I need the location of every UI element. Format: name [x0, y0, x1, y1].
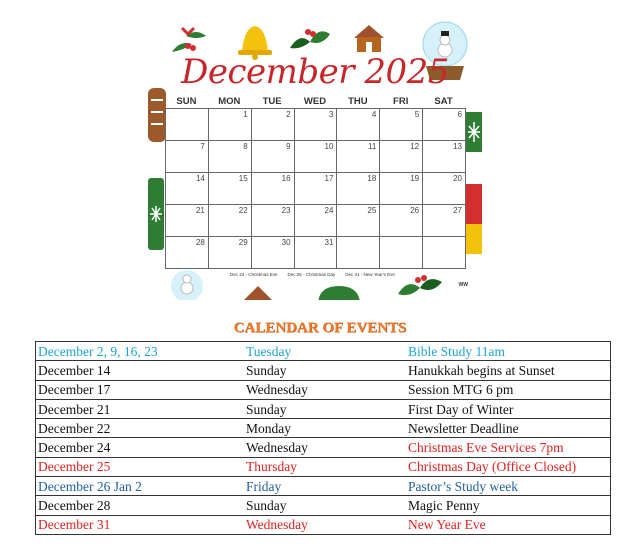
event-date: December 24	[36, 438, 247, 457]
calendar-day-number: 1	[243, 110, 248, 119]
event-day: Sunday	[246, 361, 406, 380]
weekday-label: MON	[218, 96, 241, 107]
calendar-day-cell	[423, 141, 466, 173]
event-date: December 28	[36, 496, 247, 515]
calendar-day-cell	[209, 237, 252, 269]
calendar-day-cell	[423, 109, 466, 141]
event-day: Friday	[246, 477, 406, 496]
calendar-day-number: 27	[453, 206, 462, 215]
event-date: December 21	[36, 399, 247, 418]
calendar-day-number: 23	[281, 206, 291, 215]
calendar-day-cell	[337, 205, 380, 237]
calendar-day-cell	[423, 173, 466, 205]
calendar-day-cell	[295, 141, 338, 173]
calendar-day-number: 29	[238, 238, 248, 247]
calendar-day-cell	[337, 237, 380, 269]
calendar-day-cell	[295, 237, 338, 269]
holiday-note: Dec 31 - New Year's Eve	[345, 272, 395, 277]
event-row	[36, 399, 611, 418]
event-date: December 22	[36, 419, 247, 438]
event-row	[36, 515, 611, 534]
event-event: First Day of Winter	[406, 399, 611, 418]
calendar-day-number: 9	[286, 142, 291, 151]
calendar-day-cell	[337, 109, 380, 141]
event-row	[36, 361, 611, 380]
event-event: Christmas Day (Office Closed)	[406, 457, 611, 476]
calendar-day-number: 4	[371, 110, 377, 119]
calendar-image	[148, 18, 482, 300]
event-date: December 26 Jan 2	[36, 477, 247, 496]
event-event: Magic Penny	[406, 496, 611, 515]
calendar-day-cell	[166, 173, 209, 205]
event-day: Thursday	[246, 457, 406, 476]
calendar-day-cell	[166, 237, 209, 269]
house-icon	[238, 282, 278, 300]
calendar-day-cell	[380, 237, 423, 269]
calendar-day-number: 12	[410, 142, 420, 151]
calendar-day-cell	[209, 141, 252, 173]
mistletoe-icon	[284, 22, 334, 56]
calendar-day-cell	[252, 237, 295, 269]
event-event: Hanukkah begins at Sunset	[406, 361, 611, 380]
calendar-title: December 2025	[181, 52, 449, 92]
calendar-day-cell	[380, 205, 423, 237]
calendar-day-cell	[380, 141, 423, 173]
event-day: Sunday	[246, 496, 406, 515]
calendar-day-number: 11	[367, 142, 377, 151]
weekday-label: FRI	[393, 96, 409, 107]
gingerbread-house-icon	[350, 22, 388, 54]
calendar-day-number: 18	[367, 174, 377, 183]
event-event: Bible Study 11am	[406, 342, 611, 361]
event-row	[36, 457, 611, 476]
calendar-day-cell	[295, 205, 338, 237]
calendar-day-number: 25	[367, 206, 377, 215]
calendar-day-cell	[252, 141, 295, 173]
event-row	[36, 496, 611, 515]
calendar-day-number: 13	[453, 142, 462, 151]
calendar-day-number: 5	[414, 110, 420, 119]
calendar-day-number: 22	[238, 206, 248, 215]
weekday-header	[165, 96, 465, 107]
green-sweater-icon	[316, 282, 362, 300]
brand-logo: WW	[458, 282, 468, 288]
sweater-icon	[148, 178, 166, 250]
calendar-day-cell	[166, 141, 209, 173]
calendar-day-cell	[423, 237, 466, 269]
holiday-note: Dec 25 - Christmas Day	[287, 272, 336, 277]
holiday-notes	[230, 272, 395, 277]
events-table	[35, 341, 611, 535]
event-day: Wednesday	[246, 380, 406, 399]
event-day: Wednesday	[246, 438, 406, 457]
event-date: December 31	[36, 515, 247, 534]
calendar-grid	[165, 108, 466, 269]
event-row	[36, 419, 611, 438]
weekday-label: WED	[303, 96, 327, 107]
calendar-day-number: 3	[328, 110, 334, 119]
calendar-day-number: 8	[243, 142, 248, 151]
event-day: Tuesday	[246, 342, 406, 361]
calendar-day-cell	[252, 173, 295, 205]
calendar-day-number: 28	[195, 238, 205, 247]
calendar-day-number: 7	[200, 142, 205, 151]
event-date: December 2, 9, 16, 23	[36, 342, 247, 361]
calendar-day-cell	[252, 109, 295, 141]
weekday-label: SUN	[176, 96, 197, 107]
calendar-day-number: 2	[286, 110, 291, 119]
weekday-label: TUE	[262, 96, 282, 107]
event-day: Wednesday	[246, 515, 406, 534]
calendar-day-number: 6	[457, 110, 462, 119]
event-row	[36, 438, 611, 457]
calendar-day-cell	[380, 109, 423, 141]
sweater-right-icon	[464, 184, 482, 254]
calendar-day-number: 26	[410, 206, 420, 215]
calendar-day-cell	[295, 173, 338, 205]
calendar-day-cell	[252, 205, 295, 237]
calendar-day-cell	[209, 109, 252, 141]
calendar-day-number: 10	[324, 142, 334, 151]
event-row	[36, 477, 611, 496]
calendar-day-cell	[209, 205, 252, 237]
snowman-globe-icon	[164, 266, 210, 300]
event-date: December 14	[36, 361, 247, 380]
event-row	[36, 380, 611, 399]
calendar-day-cell	[166, 205, 209, 237]
event-event: Session MTG 6 pm	[406, 380, 611, 399]
event-row	[36, 342, 611, 361]
calendar-day-number: 14	[195, 174, 205, 183]
calendar-day-cell	[166, 109, 209, 141]
event-date: December 17	[36, 380, 247, 399]
calendar-day-number: 19	[410, 174, 420, 183]
calendar-day-cell	[209, 173, 252, 205]
calendar-day-number: 15	[238, 174, 248, 183]
calendar-day-cell	[295, 109, 338, 141]
calendar-day-number: 21	[195, 206, 205, 215]
calendar-day-cell	[423, 205, 466, 237]
calendar-day-cell	[337, 173, 380, 205]
event-event: Newsletter Deadline	[406, 419, 611, 438]
calendar-day-number: 30	[281, 238, 291, 247]
holly-bottom-icon	[394, 268, 446, 300]
calendar-day-number: 31	[324, 238, 334, 247]
calendar-day-cell	[380, 173, 423, 205]
event-day: Sunday	[246, 399, 406, 418]
holiday-note: Dec 24 - Christmas Eve	[230, 272, 278, 277]
event-day: Monday	[246, 419, 406, 438]
event-event: New Year Eve	[406, 515, 611, 534]
events-title: CALENDAR OF EVENTS	[233, 320, 407, 336]
calendar-day-number: 20	[453, 174, 462, 183]
weekday-label: SAT	[434, 96, 453, 107]
event-date: December 25	[36, 457, 247, 476]
weekday-label: THU	[348, 96, 368, 107]
event-event: Pastor’s Study week	[406, 477, 611, 496]
calendar-day-number: 16	[281, 174, 291, 183]
event-event: Christmas Eve Services 7pm	[406, 438, 611, 457]
calendar-day-number: 24	[324, 206, 334, 215]
calendar-day-cell	[337, 141, 380, 173]
calendar-day-number: 17	[324, 174, 334, 183]
snowflake-decoration-icon	[466, 112, 482, 152]
